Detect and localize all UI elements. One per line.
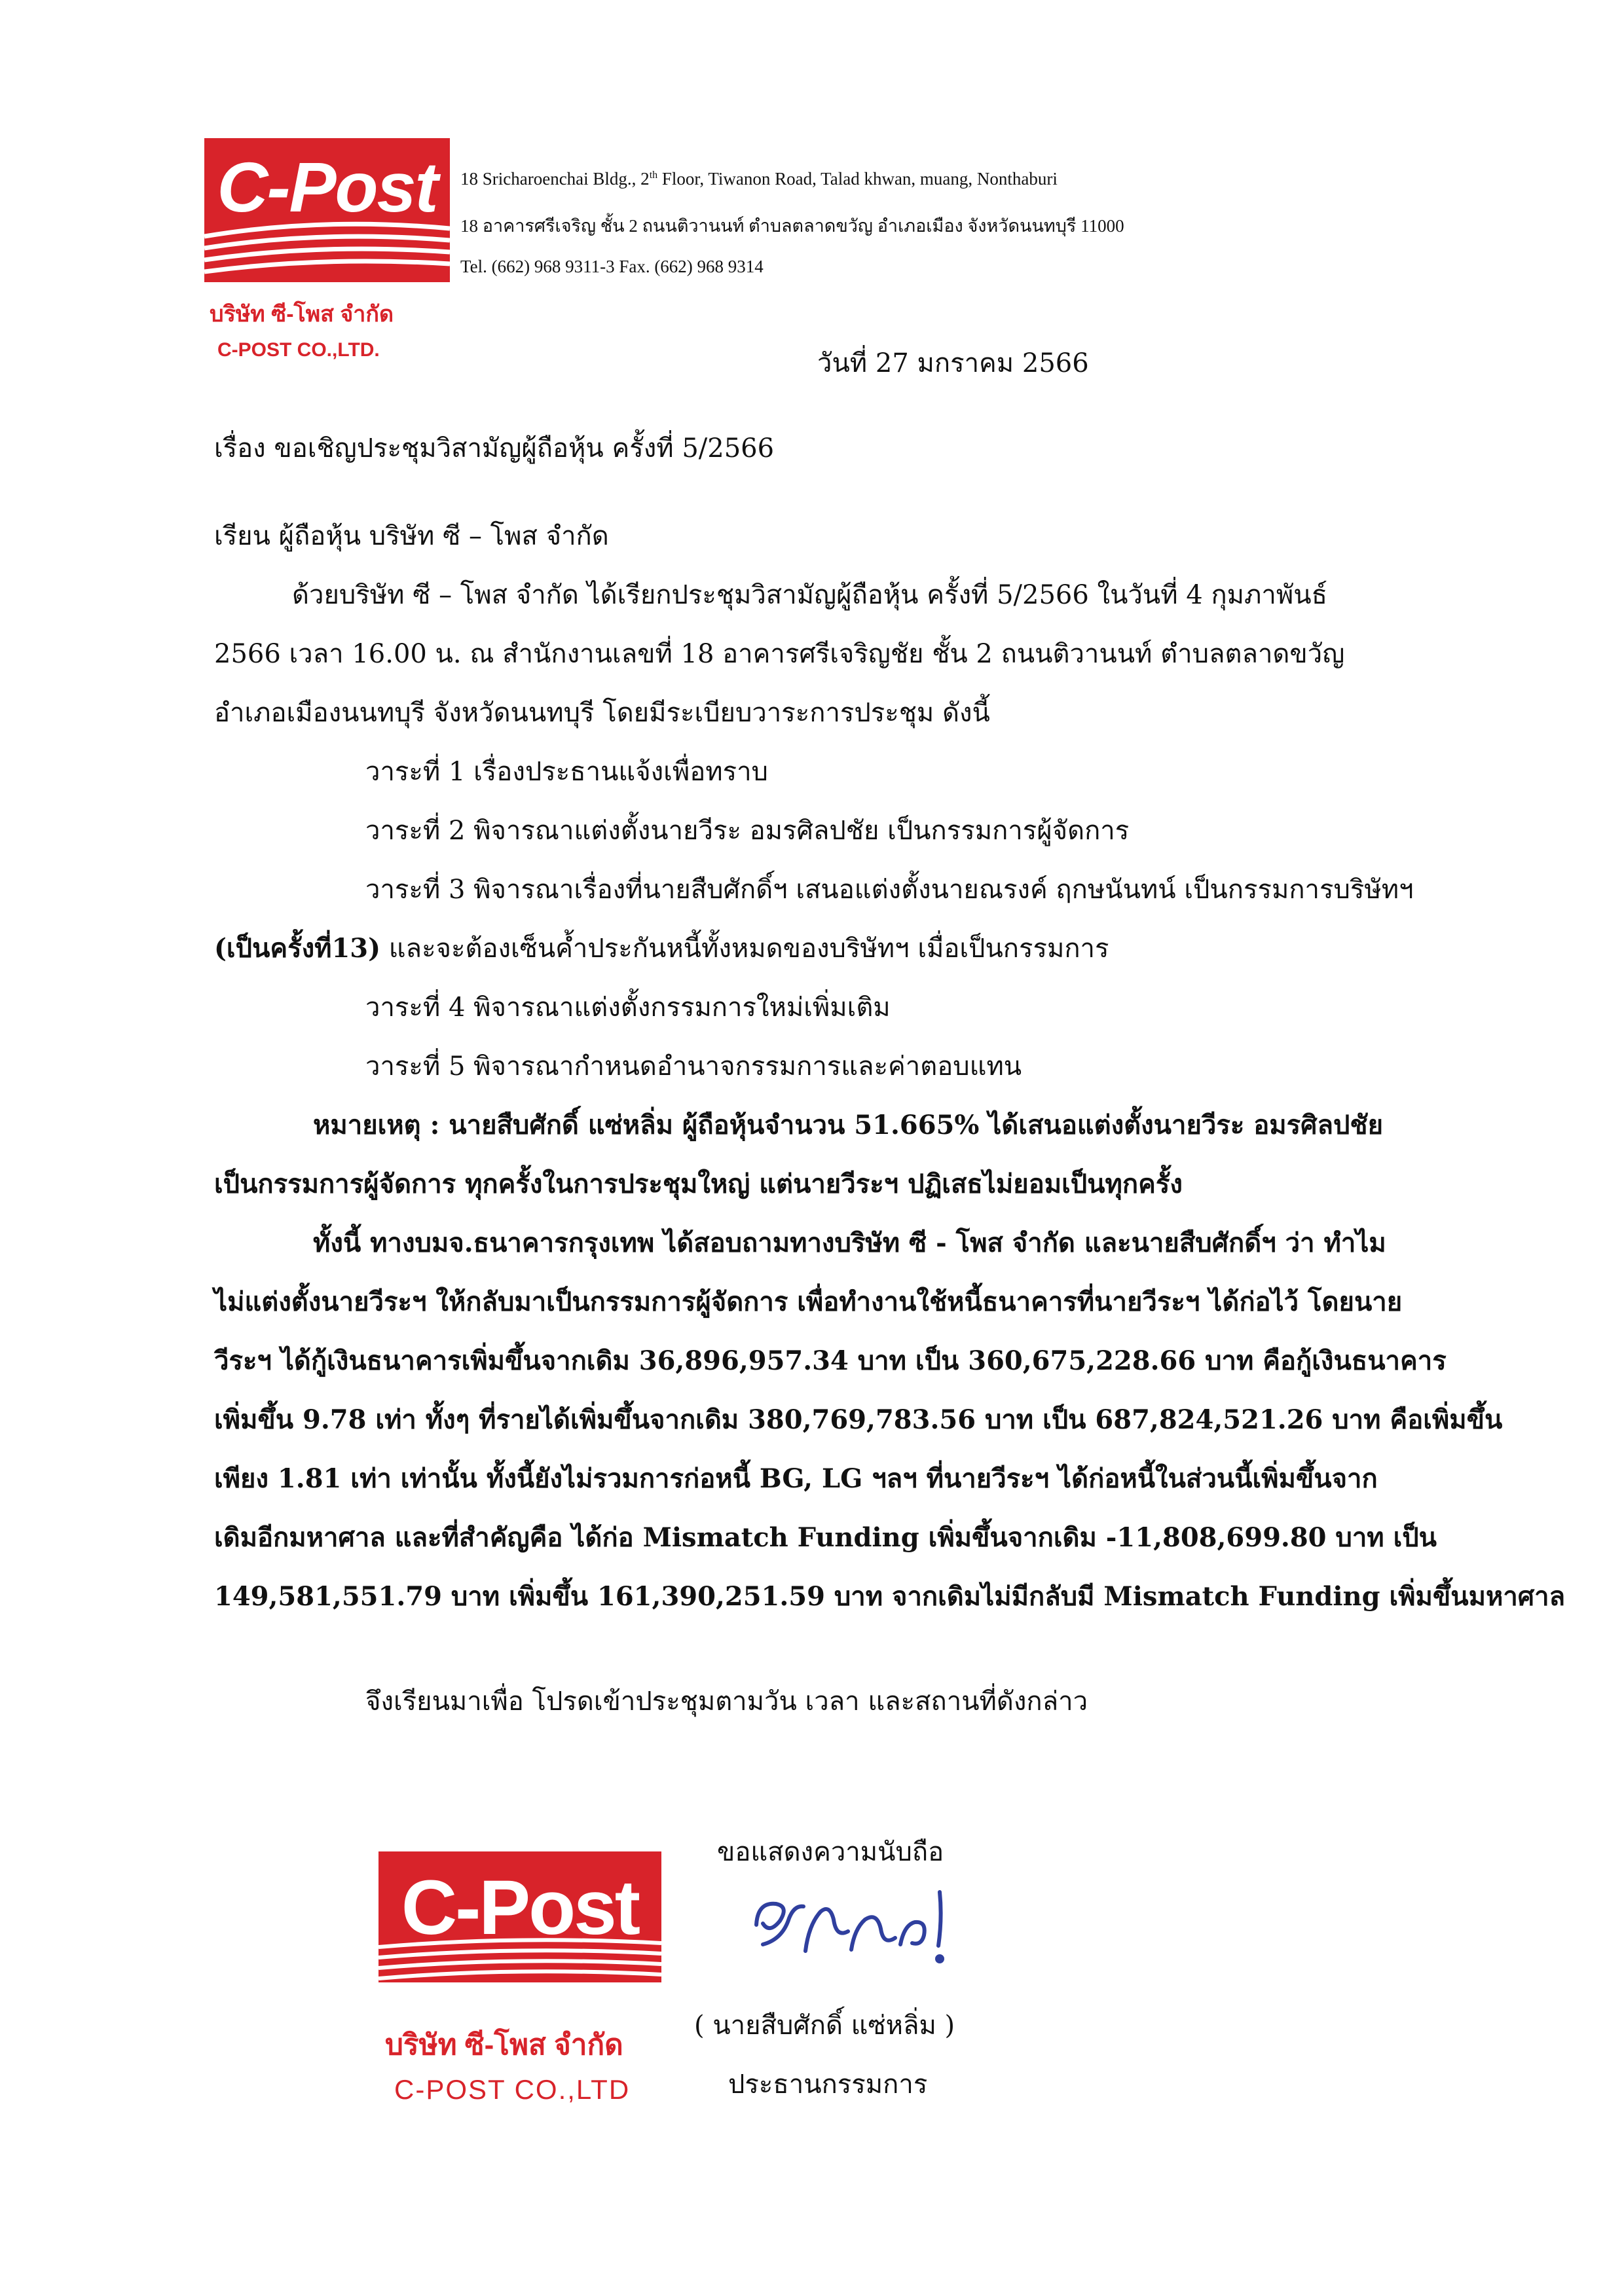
stamp-company-english: C-POST CO.,LTD bbox=[394, 2074, 631, 2105]
signatory-name: ( นายสืบศักดิ์ แซ่หลิ่ม ) bbox=[694, 2011, 955, 2041]
agenda-item-3-continued bbox=[214, 927, 1109, 969]
body-line-6: เดิมอีกมหาศาล และที่สำคัญคือ ได้ก่อ Mismatch Funding เพิ่มขึ้นจากเดิม -11,808,699.80 บาท เป็น bbox=[214, 1522, 1437, 1553]
salutation: เรียน ผู้ถือหุ้น บริษัท ซี – โพส จำกัด bbox=[214, 521, 609, 551]
address-english-part2: Floor, Tiwanon Road, Talad khwan, muang, Nonthaburi bbox=[657, 169, 1058, 189]
company-name-thai: บริษัท ซี-โพส จำกัด bbox=[210, 302, 394, 327]
address-english-sup: th bbox=[649, 170, 658, 181]
handwritten-signature bbox=[743, 1866, 986, 1980]
intro-line-3: อำเภอเมืองนนทบุรี จังหวัดนนทบุรี โดยมีระเบียบวาระการประชุม ดังนี้ bbox=[214, 698, 990, 728]
body-line-5: เพียง 1.81 เท่า เท่านั้น ทั้งนี้ยังไม่รวมการก่อหนี้ BG, LG ฯลฯ ที่นายวีระฯ ได้ก่อหนี้ในส่วนนี้เพิ่มขึ้นจาก bbox=[214, 1463, 1378, 1494]
note-line-2: เป็นกรรมการผู้จัดการ ทุกครั้งในการประชุมใหญ่ แต่นายวีระฯ ปฏิเสธไม่ยอมเป็นทุกครั้ง bbox=[214, 1169, 1183, 1199]
note-line-1: หมายเหตุ : นายสืบศักดิ์ แซ่หลิ่ม ผู้ถือหุ้นจำนวน 51.665% ได้เสนอแต่งตั้งนายวีระ อมรศิลปชัย bbox=[313, 1110, 1384, 1140]
body-line-4: เพิ่มขึ้น 9.78 เท่า ทั้งๆ ที่รายได้เพิ่มขึ้นจากเดิม 380,769,783.56 บาท เป็น 687,824,521.26 บาท คือเพิ่มขึ้น bbox=[214, 1404, 1503, 1435]
stamp-company-thai: บริษัท ซี-โพส จำกัด bbox=[385, 2029, 623, 2061]
contact-info: Tel. (662) 968 9311-3 Fax. (662) 968 9314 bbox=[460, 257, 764, 276]
company-name-english: C-POST CO.,LTD. bbox=[217, 339, 380, 361]
address-english-part1: 18 Sricharoenchai Bldg., 2 bbox=[460, 169, 650, 189]
agenda-item-3-bold: (เป็นครั้งที่13) bbox=[214, 933, 381, 964]
agenda-item-2: วาระที่ 2 พิจารณาแต่งตั้งนายวีระ อมรศิลปชัย เป็นกรรมการผู้จัดการ bbox=[365, 816, 1130, 846]
agenda-item-1: วาระที่ 1 เรื่องประธานแจ้งเพื่อทราบ bbox=[365, 757, 768, 787]
regards-text: ขอแสดงความนับถือ bbox=[717, 1837, 944, 1867]
closing-line: จึงเรียนมาเพื่อ โปรดเข้าประชุมตามวัน เวลา และสถานที่ดังกล่าว bbox=[365, 1686, 1088, 1717]
signatory-title: ประธานกรรมการ bbox=[728, 2069, 928, 2100]
address-english bbox=[460, 169, 1058, 189]
stamp-logo-text: C-Post bbox=[401, 1865, 639, 1951]
body-line-7: 149,581,551.79 บาท เพิ่มขึ้น 161,390,251.59 บาท จากเดิมไม่มีกลับมี Mismatch Funding เพิ่มขึ้นมหาศาล bbox=[214, 1581, 1566, 1612]
company-stamp bbox=[378, 1851, 661, 2126]
body-line-2: ไม่แต่งตั้งนายวีระฯ ให้กลับมาเป็นกรรมการผู้จัดการ เพื่อทำงานใช้หนี้ธนาคารที่นายวีระฯ ได้ก่อไว้ โดยนาย bbox=[214, 1286, 1403, 1317]
company-logo bbox=[204, 138, 450, 282]
agenda-item-3-rest: และจะต้องเซ็นค้ำประกันหนี้ทั้งหมดของบริษัทฯ เมื่อเป็นกรรมการ bbox=[380, 934, 1109, 964]
body-line-1: ทั้งนี้ ทางบมจ.ธนาคารกรุงเทพ ได้สอบถามทางบริษัท ซี - โพส จำกัด และนายสืบศักดิ์ฯ ว่า ทำไม bbox=[313, 1228, 1386, 1258]
letter-date: วันที่ 27 มกราคม 2566 bbox=[817, 348, 1089, 378]
subject-line: เรื่อง ขอเชิญประชุมวิสามัญผู้ถือหุ้น ครั้งที่ 5/2566 bbox=[214, 433, 775, 464]
logo-text: C-Post bbox=[217, 147, 437, 227]
stamp-logo bbox=[378, 1851, 661, 1982]
intro-line-1: ด้วยบริษัท ซี – โพส จำกัด ได้เรียกประชุมวิสามัญผู้ถือหุ้น ครั้งที่ 5/2566 ในวันที่ 4 กุมภาพันธ์ bbox=[292, 580, 1327, 610]
agenda-item-5: วาระที่ 5 พิจารณากำหนดอำนาจกรรมการและค่าตอบแทน bbox=[365, 1051, 1022, 1082]
agenda-item-3: วาระที่ 3 พิจารณาเรื่องที่นายสืบศักดิ์ฯ เสนอแต่งตั้งนายณรงค์ ฤกษนันทน์ เป็นกรรมการบริษัทฯ bbox=[365, 875, 1414, 905]
intro-line-2: 2566 เวลา 16.00 น. ณ สำนักงานเลขที่ 18 อาคารศรีเจริญชัย ชั้น 2 ถนนติวานนท์ ตำบลตลาดขวัญ bbox=[214, 639, 1345, 669]
address-thai: 18 อาคารศรีเจริญ ชั้น 2 ถนนติวานนท์ ตำบลตลาดขวัญ อำเภอเมือง จังหวัดนนทบุรี 11000 bbox=[460, 216, 1124, 236]
signature-scribble bbox=[743, 1866, 986, 1977]
body-line-3: วีระฯ ได้กู้เงินธนาคารเพิ่มขึ้นจากเดิม 36,896,957.34 บาท เป็น 360,675,228.66 บาท คือกู้เงินธนาคาร bbox=[214, 1345, 1447, 1376]
agenda-item-4: วาระที่ 4 พิจารณาแต่งตั้งกรรมการใหม่เพิ่มเติม bbox=[365, 993, 891, 1023]
